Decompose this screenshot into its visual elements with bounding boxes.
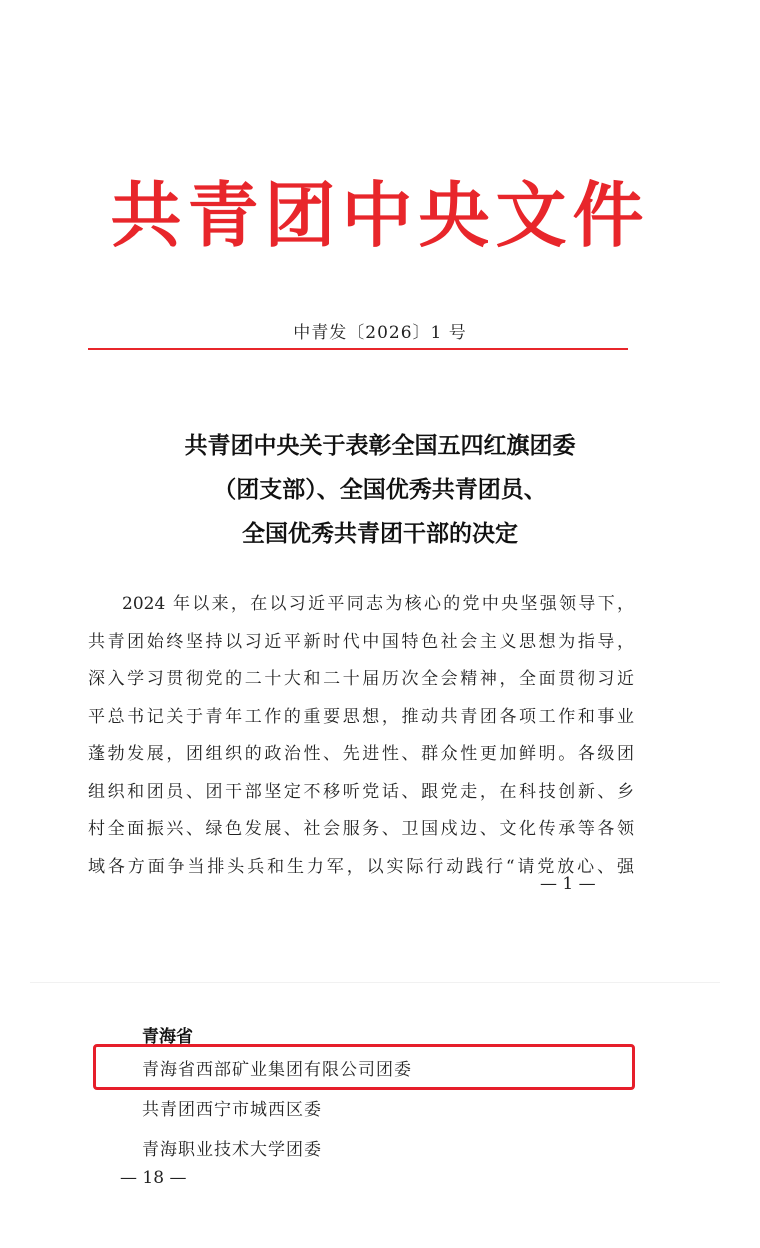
document-header-title: 共青团中央文件 [110,173,650,257]
body-line: 村全面振兴、绿色发展、社会服务、卫国戍边、文化传承等各领 [88,819,634,839]
list-item: 青海省西部矿业集团有限公司团委 [142,1060,412,1080]
body-line: 2024 年以来，在以习近平同志为核心的党中央坚强领导下， [122,594,634,614]
document-body [88,586,634,886]
title-line-1: 共青团中央关于表彰全国五四红旗团委 [184,432,576,459]
page-separator [30,982,720,983]
document-title [0,424,760,556]
list-item: 青海职业技术大学团委 [142,1140,322,1160]
list-item: 共青团西宁市城西区委 [142,1100,322,1120]
highlight-box [93,1044,635,1090]
excerpt-page-number: — 18 — [120,1168,187,1188]
title-line-3: 全国优秀共青团干部的决定 [242,520,518,547]
body-line: 组织和团员、团干部坚定不移听党话、跟党走，在科技创新、乡 [88,781,634,802]
body-line: 域各方面争当排头兵和生力军，以实际行动践行“请党放心、强 [88,856,634,877]
body-line: 共青团始终坚持以习近平新时代中国特色社会主义思想为指导， [88,631,634,652]
red-divider-line [88,348,628,350]
body-line: 深入学习贯彻党的二十大和二十届历次全会精神，全面贯彻习近 [88,669,634,689]
page-number: — 1 — [540,874,596,894]
document-number: 中青发〔2026〕1 号 [293,323,467,343]
province-heading: 青海省 [142,1027,193,1047]
body-line: 蓬勃发展，团组织的政治性、先进性、群众性更加鲜明。各级团 [88,744,634,764]
body-line: 平总书记关于青年工作的重要思想，推动共青团各项工作和事业 [88,706,634,727]
title-line-2: （团支部）、全国优秀共青团员、 [213,476,547,503]
